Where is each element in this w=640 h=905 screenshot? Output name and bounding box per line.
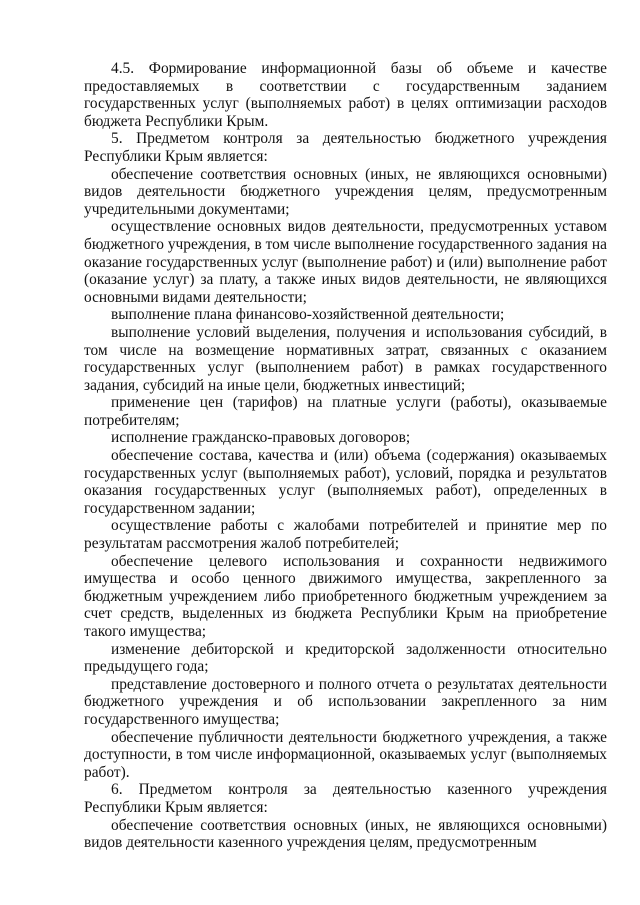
paragraph-5-item: обеспечение целевого использования и сохранности недвижимого имущества и особо ценного движимого имущества, закрепленного за бюджетным учреждением либо приобретенного бюджетным учреждением за счет средств, выделенных из бюджета Республики Крым на приобретение такого имущества; xyxy=(84,552,607,640)
paragraph-5-heading: 5. Предметом контроля за деятельностью бюджетного учреждения Республики Крым является: xyxy=(84,130,607,165)
paragraph-6-heading: 6. Предметом контроля за деятельностью казенного учреждения Республики Крым является: xyxy=(84,781,607,816)
paragraph-5-item: обеспечение соответствия основных (иных, не являющихся основными) видов деятельности бюджетного учреждения целям, предусмотренным учредительными документами; xyxy=(84,165,607,218)
paragraph-5-item: изменение дебиторской и кредиторской задолженности относительно предыдущего года; xyxy=(84,640,607,676)
paragraph-5-item: применение цен (тарифов) на платные услуги (работы), оказываемые потребителям; xyxy=(84,394,607,429)
paragraph-6-item: обеспечение соответствия основных (иных, не являющихся основными) видов деятельности казенного учреждения целям, предусмотренным xyxy=(84,816,607,852)
paragraph-5-item: выполнение плана финансово-хозяйственной деятельности; xyxy=(111,306,505,324)
paragraph-4-5: 4.5. Формирование информационной базы об объеме и качестве предоставляемых в соответствии с государственным заданием государственных услуг (выполняемых работ) в целях оптимизации расходов бюджета Республики Крым. xyxy=(84,60,607,130)
paragraph-5-item: обеспечение состава, качества и (или) объема (содержания) оказываемых государственных услуг (выполняемых работ), условий, порядка и результатов оказания государственных услуг (выполняемых работ), определенных в государственном задании; xyxy=(84,447,607,517)
paragraph-5-item: исполнение гражданско-правовых договоров; xyxy=(111,429,411,447)
paragraph-5-item: обеспечение публичности деятельности бюджетного учреждения, а также доступности, в том числе информационной, оказываемых услуг (выполняемых работ). xyxy=(84,728,607,781)
paragraph-5-item: осуществление работы с жалобами потребителей и принятие мер по результатам рассмотрения жалоб потребителей; xyxy=(84,517,607,553)
paragraph-5-item: осуществление основных видов деятельности, предусмотренных уставом бюджетного учреждения, в том числе выполнение государственного задания на оказание государственных услуг (выполнение работ) и (или) выполнение работ (оказание услуг) за плату, а также иных видов деятельности, не являющихся основными видами деятельности; xyxy=(84,218,607,306)
paragraph-5-item: выполнение условий выделения, получения и использования субсидий, в том числе на возмещение нормативных затрат, связанных с оказанием государственных услуг (выполнением работ) в рамках государственного задания, субсидий на иные цели, бюджетных инвестиций; xyxy=(84,323,607,394)
paragraph-5-item: представление достоверного и полного отчета о результатах деятельности бюджетного учреждения и об использовании закрепленного за ним государственного имущества; xyxy=(84,675,607,728)
